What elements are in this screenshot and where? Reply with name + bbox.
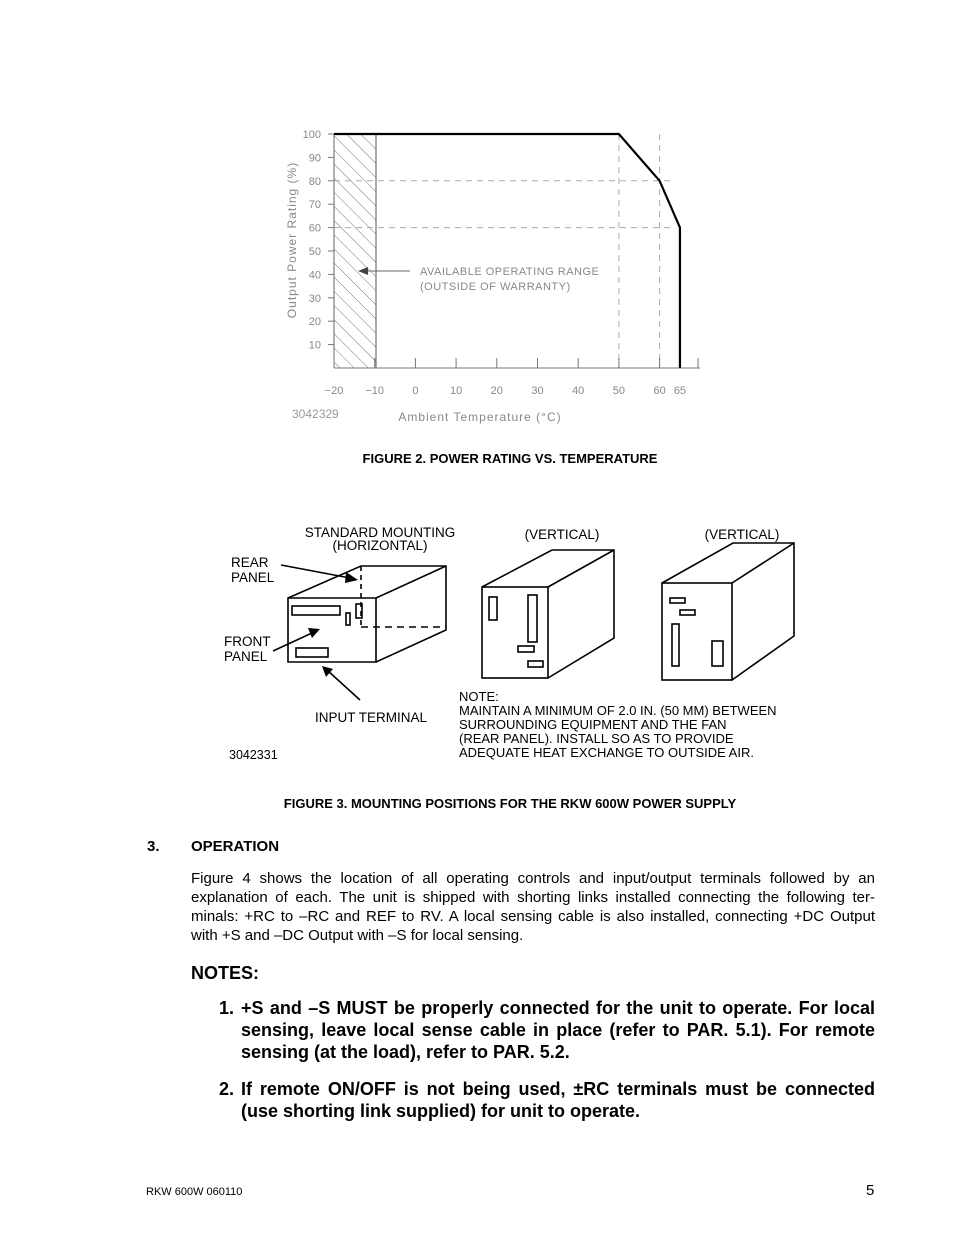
y-axis-title: Output Power Rating (%): [285, 161, 299, 319]
input-terminal-leader: [327, 670, 360, 700]
x-tick-label: −10: [365, 385, 385, 397]
note-1-text: +S and –S MUST be properly connected for the unit to operate. For local sensing, leave local sense cable in place (refer to PAR. 5.1). For remote sensing (at the load), refer to PAR. 5.2.: [241, 998, 875, 1062]
figure2-drawing-number: 3042329: [292, 407, 339, 421]
x-axis-title: Ambient Temperature (°C): [398, 410, 562, 424]
vertical-unit-b-drawing: [662, 543, 794, 680]
label-rear: REAR: [231, 555, 269, 570]
section-number: 3.: [147, 838, 160, 855]
label-front-panel: PANEL: [224, 649, 268, 664]
annotation-line-1: AVAILABLE OPERATING RANGE: [420, 266, 600, 278]
figure2-caption: FIGURE 2. POWER RATING VS. TEMPERATURE: [362, 451, 658, 466]
section-title: OPERATION: [191, 838, 280, 855]
figure3-caption: FIGURE 3. MOUNTING POSITIONS FOR THE RKW 600W POWER SUPPLY: [283, 796, 737, 811]
rear-panel-arrowhead: [345, 572, 358, 583]
vertical-unit-a-drawing: [482, 550, 614, 678]
label-vertical-b: (VERTICAL): [704, 527, 780, 542]
y-tick-label: 30: [308, 292, 321, 305]
input-terminal-arrowhead: [322, 666, 333, 677]
page-number: 5: [866, 1182, 875, 1199]
label-front: FRONT: [224, 634, 271, 649]
label-vertical-a: (VERTICAL): [524, 527, 600, 542]
derating-curve: [334, 134, 680, 368]
rear-panel-leader: [281, 565, 350, 578]
y-tick-label: 90: [308, 152, 321, 165]
mounting-note-line-4: ADEQUATE HEAT EXCHANGE TO OUTSIDE AIR.: [459, 745, 754, 760]
mounting-note-title: NOTE:: [459, 689, 499, 704]
note-2-number: 2.: [219, 1079, 235, 1099]
y-tick-label: 40: [308, 269, 321, 282]
label-input-terminal: INPUT TERMINAL: [315, 710, 428, 725]
label-rear-panel: PANEL: [231, 570, 275, 585]
y-tick-label: 20: [308, 316, 321, 329]
x-tick-label: 20: [490, 385, 503, 397]
x-tick-label: 0: [412, 385, 419, 397]
label-standard-mounting: STANDARD MOUNTING: [304, 525, 456, 540]
y-tick-label: 80: [308, 175, 321, 188]
operation-paragraph: Figure 4 shows the location of all operating controls and input/output terminals followed by an explanation of each. The unit is shipped with shorting links installed connecting the following ter- minals: +RC to –RC and REF to RV. A local sensing cable is also installed, connecting +DC Output with +S and –DC Output with –S for local sensing.: [191, 870, 875, 944]
front-panel-arrowhead: [308, 628, 320, 638]
note-2-text: If remote ON/OFF is not being used, ±RC terminals must be connected (use shorting link supplied) for unit to operate.: [241, 1079, 875, 1121]
x-tick-label: 60: [653, 385, 666, 397]
y-tick-label: 100: [302, 129, 321, 141]
mounting-diagram: [0, 500, 954, 780]
x-tick-label: 50: [612, 385, 626, 397]
annotation-line-2: (OUTSIDE OF WARRANTY): [420, 281, 571, 293]
figure3-drawing-number: 3042331: [229, 748, 278, 762]
outside-warranty-hatch: [334, 134, 376, 368]
mounting-note-line-2: SURROUNDING EQUIPMENT AND THE FAN: [459, 717, 727, 732]
note-1-number: 1.: [219, 998, 235, 1018]
mounting-note-line-1: MAINTAIN A MINIMUM OF 2.0 IN. (50 MM) BETWEEN: [459, 703, 777, 718]
y-tick-label: 70: [308, 199, 321, 212]
y-tick-label: 10: [308, 339, 321, 352]
x-tick-label: 30: [531, 385, 544, 397]
footer-doc-id: RKW 600W 060110: [146, 1186, 243, 1198]
mounting-note-line-3: (REAR PANEL). INSTALL SO AS TO PROVIDE: [459, 731, 734, 746]
horizontal-unit-drawing: [288, 566, 446, 662]
y-tick-label: 50: [308, 246, 321, 258]
x-tick-label: −20: [324, 385, 344, 397]
y-tick-label: 60: [308, 222, 321, 235]
x-tick-label: 40: [572, 385, 585, 397]
x-tick-label: 65: [673, 385, 687, 397]
power-rating-chart: [0, 0, 954, 440]
notes-heading: NOTES:: [191, 963, 260, 983]
label-horizontal: (HORIZONTAL): [332, 538, 428, 553]
x-tick-label: 10: [449, 385, 463, 397]
